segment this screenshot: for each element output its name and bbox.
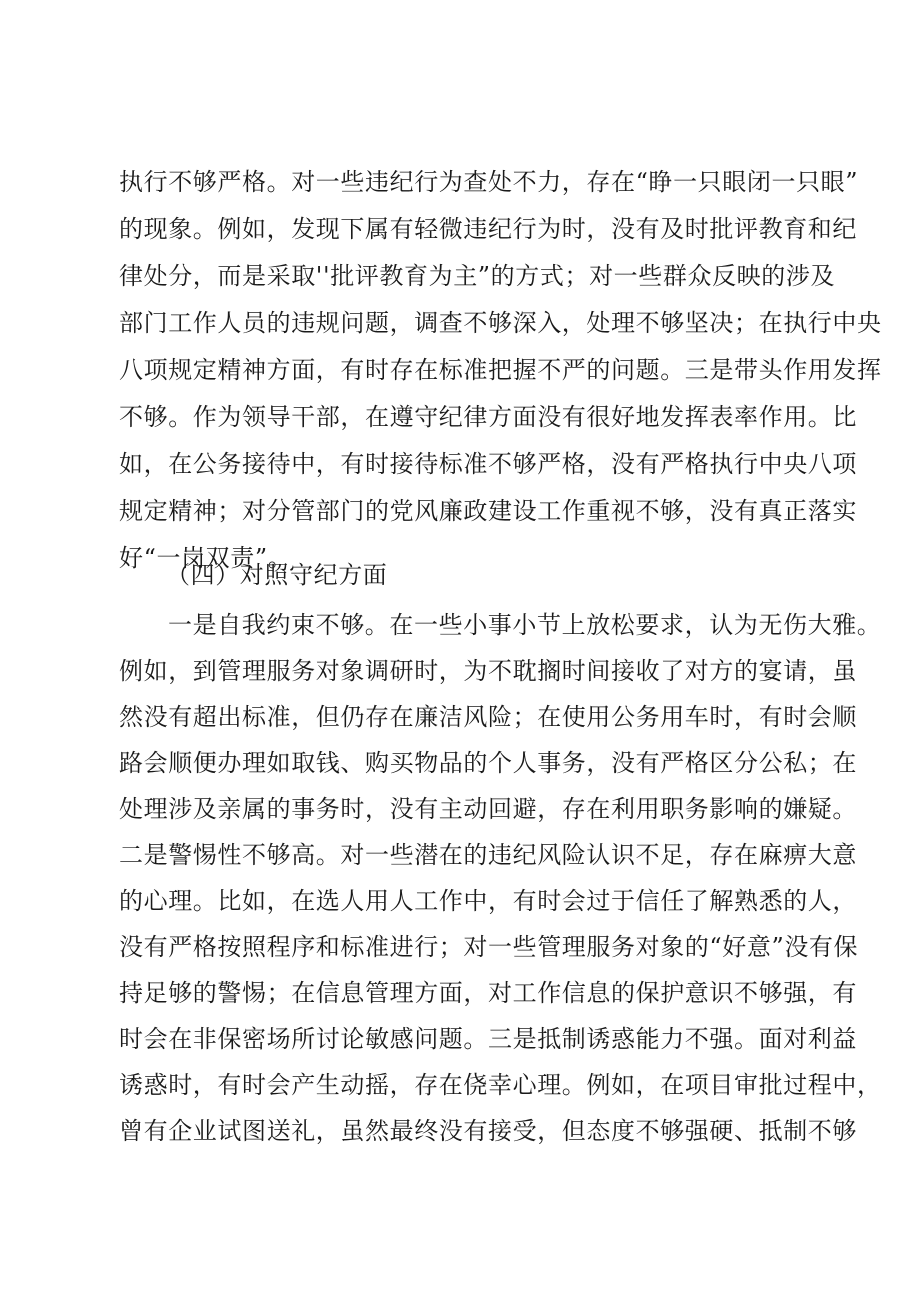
section-heading: （四）对照守纪方面 bbox=[166, 561, 388, 589]
paragraph-1-line: 如，在公务接待中，有时接待标准不够严格，没有严格执行中央八项 bbox=[119, 450, 857, 478]
paragraph-2-line: 曾有企业试图送礼，虽然最终没有接受，但态度不够强硬、抵制不够 bbox=[119, 1117, 857, 1145]
paragraph-2-first-line: 一是自我约束不够。在一些小事小节上放松要求，认为无伤大雅。 bbox=[168, 611, 882, 639]
paragraph-2-line: 没有严格按照程序和标准进行；对一些管理服务对象的“好意”没有保 bbox=[119, 933, 859, 961]
paragraph-1-line: 部门工作人员的违规问题，调查不够深入，处理不够坚决；在执行中央 bbox=[119, 309, 882, 337]
paragraph-2-line: 然没有超出标准，但仍存在廉洁风险；在使用公务用车时，有时会顺 bbox=[119, 703, 857, 731]
paragraph-1-line: 八项规定精神方面，有时存在标准把握不严的问题。三是带头作用发挥 bbox=[119, 356, 882, 384]
paragraph-2-line: 例如，到管理服务对象调研时，为不耽搁时间接收了对方的宴请，虽 bbox=[119, 657, 857, 685]
paragraph-2-line: 时会在非保密场所讨论敏感问题。三是抵制诱惑能力不强。面对利益 bbox=[119, 1025, 857, 1053]
paragraph-2-line: 持足够的警惕；在信息管理方面，对工作信息的保护意识不够强，有 bbox=[119, 979, 857, 1007]
paragraph-1-line: 不够。作为领导干部，在遵守纪律方面没有很好地发挥表率作用。比 bbox=[119, 403, 857, 431]
paragraph-1-last-line: 好“一岗双责”。 bbox=[119, 544, 293, 572]
paragraph-2-line: 路会顺便办理如取钱、购买物品的个人事务，没有严格区分公私；在 bbox=[119, 749, 857, 777]
paragraph-1-line: 执行不够严格。对一些违纪行为查处不力，存在“睁一只眼闭一只眼” bbox=[119, 168, 859, 196]
paragraph-1-line: 的现象。例如，发现下属有轻微违纪行为时，没有及时批评教育和纪 bbox=[119, 215, 857, 243]
paragraph-1-line: 律处分，而是采取''批评教育为主”的方式；对一些群众反映的涉及 bbox=[119, 262, 836, 290]
paragraph-2-line: 的心理。比如，在选人用人工作中，有时会过于信任了解熟悉的人， bbox=[119, 887, 857, 915]
paragraph-2-line: 诱惑时，有时会产生动摇，存在侥幸心理。例如，在项目审批过程中， bbox=[119, 1071, 882, 1099]
paragraph-1-line: 规定精神；对分管部门的党风廉政建设工作重视不够，没有真正落实 bbox=[119, 497, 857, 525]
paragraph-2-line: 处理涉及亲属的事务时，没有主动回避，存在利用职务影响的嫌疑。 bbox=[119, 795, 857, 823]
paragraph-2-line: 二是警惕性不够高。对一些潜在的违纪风险认识不足，存在麻痹大意 bbox=[119, 841, 857, 869]
